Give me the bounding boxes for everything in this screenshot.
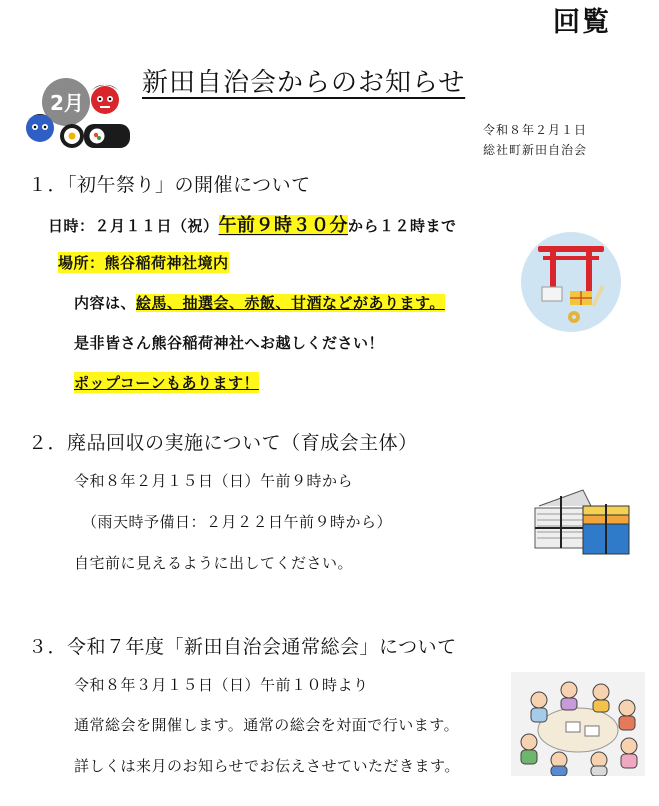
section3-date: 令和８年３月１５日（日）午前１０時より [74,676,369,694]
newspaper-bundle-icon [531,478,633,558]
month-badge: 2月 [50,91,84,115]
datetime-suffix: から１２時まで [348,217,457,235]
datetime-highlight: 午前９時３０分 [218,215,349,236]
section2-date: 令和８年２月１５日（日）午前９時から [74,472,354,490]
issue-date: 令和８年２月１日 [482,123,587,137]
section2-note: 自宅前に見えるように出してください。 [74,554,354,572]
section1-place: 場所：熊谷稲荷神社境内 [58,254,229,272]
content-prefix: 内容は、 [74,294,137,312]
section3-line1: 通常総会を開催します。通常の総会を対面で行います。 [74,716,460,734]
page-title: 新田自治会からのお知らせ [142,68,466,98]
section3-line2: 詳しくは来月のお知らせでお伝えさせていただきます。 [74,757,460,775]
section2-rain: （雨天時予備日：２月２２日午前９時から） [82,513,393,531]
section1-popcorn: ポップコーンもあります！ [74,374,259,392]
section1-content [74,292,445,313]
datetime-prefix: 日時：２月１１日（祝） [48,217,219,235]
shrine-torii-icon [520,231,622,333]
meeting-people-icon [511,672,645,776]
content-highlight: 絵馬、抽選会、赤飯、甘酒などがあります。 [136,294,445,312]
section1-datetime [48,211,457,237]
section1-invite: 是非皆さん熊谷稲荷神社へお越しください！ [74,334,385,352]
section1-heading: １．「初午祭り」の開催について [28,174,311,196]
section3-heading: ３．令和７年度「新田自治会通常総会」について [28,636,457,658]
organization-name: 総社町新田自治会 [482,143,587,157]
setsubun-oni-ehomaki-icon [22,76,134,152]
kairan-label: 回覧 [553,7,611,38]
section2-heading: ２．廃品回収の実施について（育成会主体） [28,432,418,454]
